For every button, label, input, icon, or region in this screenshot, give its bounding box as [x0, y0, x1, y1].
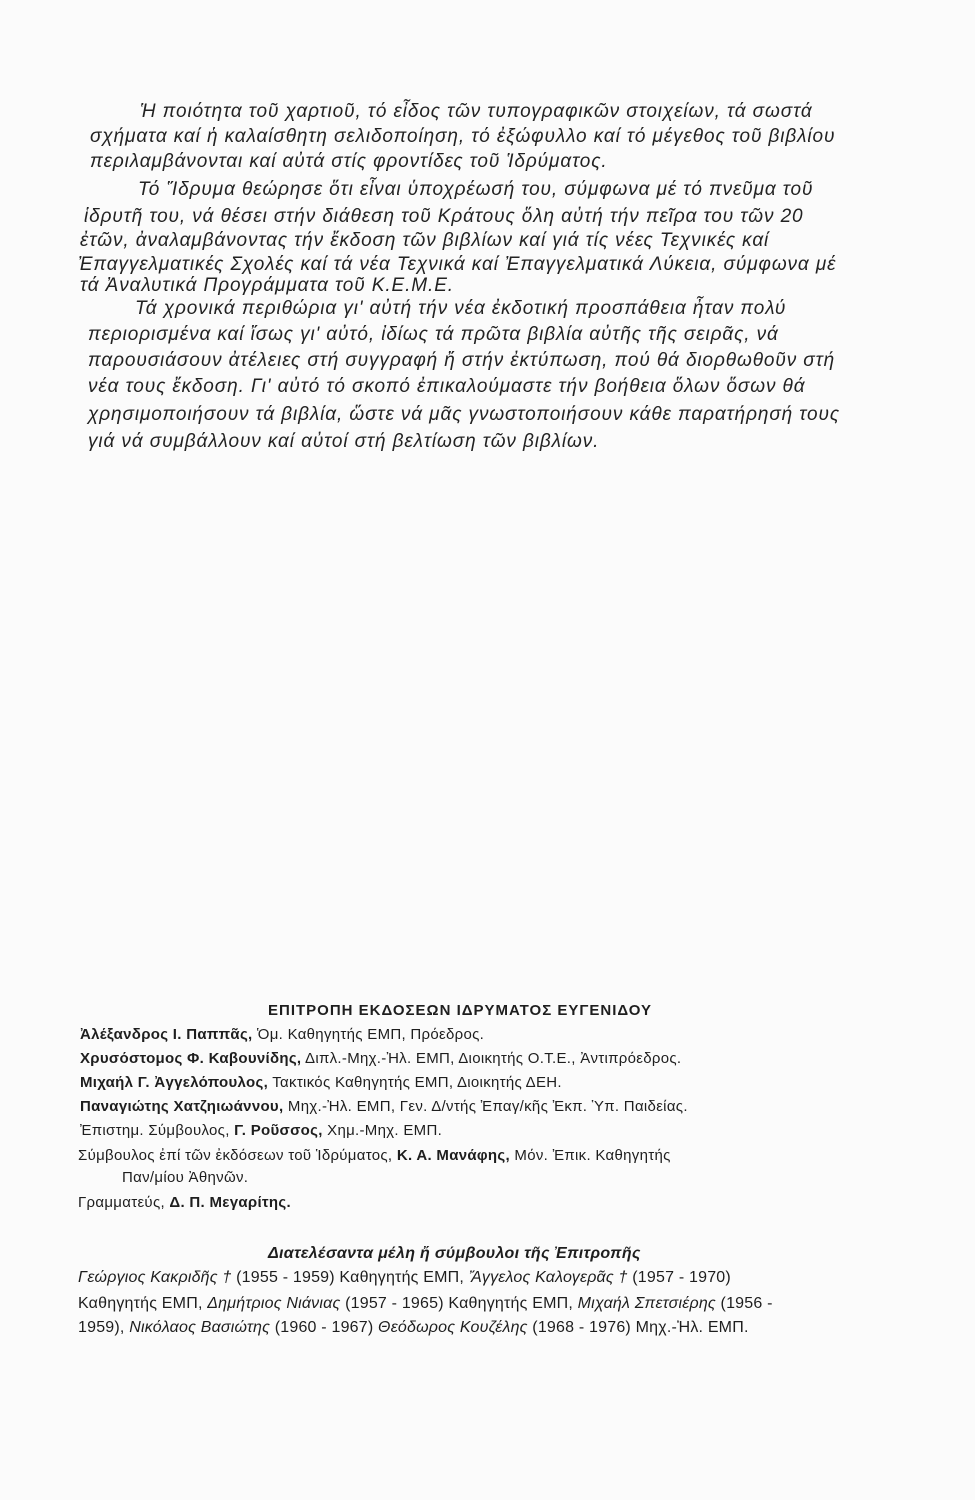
former-member-name: Ἄγγελος Καλογερᾶς †: [468, 1269, 628, 1286]
member-name: Ἀλέξανδρος Ι. Παππᾶς,: [80, 1026, 253, 1043]
intro-line: περιορισμένα καί ἴσως γι' αὐτό, ἰδίως τά πρῶτα βιβλία αὐτῆς τῆς σειρᾶς, νά: [88, 324, 779, 345]
former-member-info: (1957 - 1965) Καθηγητής ΕΜΠ,: [340, 1295, 578, 1312]
former-members-heading: Διατελέσαντα μέλη ἤ σύμβουλοι τῆς Ἐπιτροπῆς: [268, 1245, 641, 1262]
committee-member: [80, 1073, 562, 1093]
member-role: Γραμματεύς,: [78, 1194, 170, 1211]
intro-line: ἱδρυτῆ του, νά θέσει στήν διάθεση τοῦ Κράτους ὅλη αὐτή τήν πεῖρα του τῶν 20: [84, 206, 804, 227]
member-role: Ὁμ. Καθηγητής ΕΜΠ, Πρόεδρος.: [252, 1026, 485, 1043]
member-role: Ἐπιστημ. Σύμβουλος,: [80, 1122, 235, 1139]
former-member-info: 1959),: [78, 1319, 130, 1336]
former-member-name: Θεόδωρος Κουζέλης: [378, 1319, 528, 1336]
committee-member: [78, 1193, 291, 1213]
former-member-info: (1960 - 1967): [270, 1319, 379, 1336]
committee-member: [80, 1097, 688, 1117]
intro-line: Τό Ἵδρυμα θεώρησε ὅτι εἶναι ὑποχρέωσή του, σύμφωνα μέ τό πνεῦμα τοῦ: [138, 179, 814, 200]
committee-member: [80, 1049, 681, 1069]
intro-line: περιλαμβάνονται καί αὐτά στίς φροντίδες τοῦ Ἱδρύματος.: [90, 151, 608, 172]
former-members-line: [78, 1294, 773, 1314]
member-role: Χημ.-Μηχ. ΕΜΠ.: [322, 1122, 443, 1139]
intro-line: Τά χρονικά περιθώρια γι' αὐτή τήν νέα ἐκδοτική προσπάθεια ἦταν πολύ: [135, 298, 787, 319]
member-role: Διπλ.-Μηχ.-Ἠλ. ΕΜΠ, Διοικητής Ο.Τ.Ε., Ἀντιπρόεδρος.: [301, 1050, 682, 1067]
member-name: Παναγιώτης Χατζηιωάννου,: [80, 1098, 284, 1115]
former-members-line: [78, 1268, 731, 1288]
former-member-info: (1957 - 1970): [627, 1269, 731, 1286]
committee-member: [80, 1121, 442, 1141]
former-member-info: Καθηγητής ΕΜΠ,: [78, 1295, 208, 1312]
committee-member: [78, 1146, 671, 1166]
intro-line: Ἐπαγγελματικές Σχολές καί τά νέα Τεχνικά καί Ἐπαγγελματικά Λύκεια, σύμφωνα μέ: [78, 254, 837, 275]
member-role: Μόν. Ἐπικ. Καθηγητής: [509, 1147, 671, 1164]
committee-member-continuation: Παν/μίου Ἀθηνῶν.: [122, 1169, 249, 1186]
former-member-name: Δημήτριος Νιάνιας: [207, 1295, 341, 1312]
intro-line: τά Ἀναλυτικά Προγράμματα τοῦ Κ.Ε.Μ.Ε.: [80, 275, 454, 296]
member-role: Τακτικός Καθηγητής ΕΜΠ, Διοικητής ΔΕΗ.: [268, 1074, 562, 1091]
member-name: Χρυσόστομος Φ. Καβουνίδης,: [80, 1050, 302, 1067]
former-member-name: Νικόλαος Βασιώτης: [129, 1319, 271, 1336]
committee-heading: ΕΠΙΤΡΟΠΗ ΕΚΔΟΣΕΩΝ ΙΔΡΥΜΑΤΟΣ ΕΥΓΕΝΙΔΟΥ: [268, 1002, 653, 1019]
member-name: Γ. Ροῦσσος,: [234, 1122, 323, 1139]
member-name: Κ. Α. Μανάφης,: [396, 1147, 510, 1164]
member-role: Μηχ.-Ἠλ. ΕΜΠ, Γεν. Δ/ντής Ἐπαγ/κῆς Ἐκπ. Ὑπ. Παιδείας.: [283, 1098, 688, 1115]
former-member-info: (1955 - 1959) Καθηγητής ΕΜΠ,: [231, 1269, 469, 1286]
former-member-info: (1968 - 1976) Μηχ.-Ἠλ. ΕΜΠ.: [527, 1319, 749, 1336]
member-role: Σύμβουλος ἐπί τῶν ἐκδόσεων τοῦ Ἱδρύματος,: [78, 1147, 397, 1164]
intro-line: γιά νά συμβάλλουν καί αὐτοί στή βελτίωση τῶν βιβλίων.: [88, 431, 600, 452]
former-members-line: [78, 1318, 749, 1338]
member-name: Δ. Π. Μεγαρίτης.: [169, 1194, 291, 1211]
intro-line: σχήματα καί ἡ καλαίσθητη σελιδοποίηση, τό ἐξώφυλλο καί τό μέγεθος τοῦ βιβλίου: [90, 126, 836, 147]
committee-member: [80, 1025, 484, 1045]
former-member-info: (1956 -: [715, 1295, 773, 1312]
intro-line: παρουσιάσουν ἀτέλειες στή συγγραφή ἤ στήν ἐκτύπωση, πού θά διορθωθοῦν στή: [88, 350, 836, 371]
former-member-name: Γεώργιος Κακριδῆς †: [78, 1269, 232, 1286]
intro-line: χρησιμοποιήσουν τά βιβλία, ὥστε νά μᾶς γνωστοποιήσουν κάθε παρατήρησή τους: [88, 404, 841, 425]
intro-line: ἐτῶν, ἀναλαμβάνοντας τήν ἔκδοση τῶν βιβλίων καί γιά τίς νέες Τεχνικές καί: [80, 230, 770, 251]
intro-line: νέα τους ἔκδοση. Γι' αὐτό τό σκοπό ἐπικαλούμαστε τήν βοήθεια ὅλων ὅσων θά: [88, 376, 806, 397]
member-name: Μιχαήλ Γ. Ἀγγελόπουλος,: [80, 1074, 269, 1091]
intro-line: Ἡ ποιότητα τοῦ χαρτιοῦ, τό εἶδος τῶν τυπογραφικῶν στοιχείων, τά σωστά: [140, 101, 813, 122]
former-member-name: Μιχαήλ Σπετσιέρης: [577, 1295, 716, 1312]
